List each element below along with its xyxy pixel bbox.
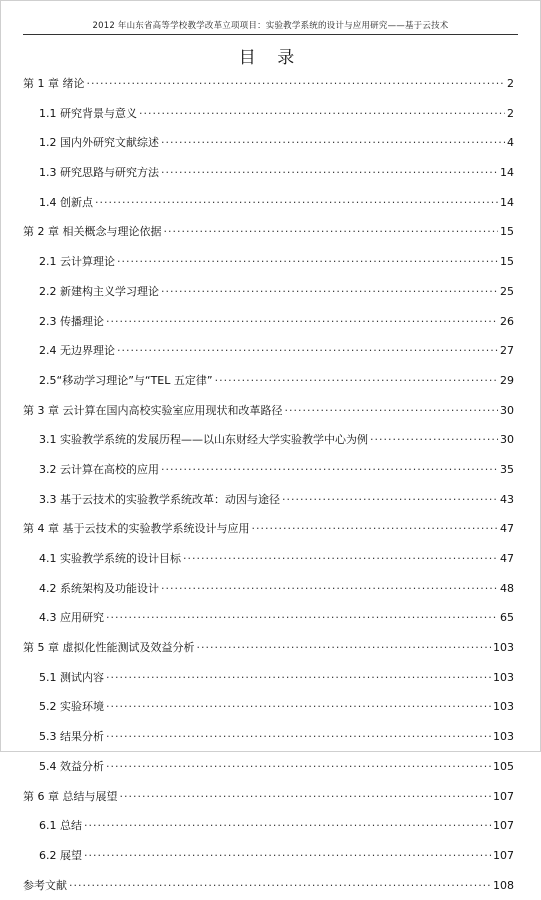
toc-entry[interactable] — [23, 158, 514, 188]
toc-entry-label: 2.3 传播理论 — [39, 314, 104, 328]
toc-leader-dots — [95, 188, 498, 218]
toc-leader-dots — [370, 425, 498, 455]
toc-entry[interactable] — [23, 69, 514, 99]
toc-leader-dots — [161, 277, 498, 307]
toc-entry-label: 2.4 无边界理论 — [39, 344, 115, 358]
toc-leader-dots — [84, 841, 491, 871]
toc-entry-page: 27 — [500, 344, 514, 358]
toc-entry[interactable] — [23, 841, 514, 871]
toc-entry[interactable] — [23, 692, 514, 722]
toc-entry[interactable] — [23, 663, 514, 693]
toc-entry-label: 2.2 新建构主义学习理论 — [39, 284, 159, 298]
toc-entry-page: 107 — [493, 789, 514, 803]
toc-entry-label: 2.5“移动学习理论”与“TEL 五定律” — [39, 373, 213, 387]
toc-entry-page: 48 — [500, 581, 514, 595]
toc-leader-dots — [106, 692, 491, 722]
toc-entry-label: 第 4 章 基于云技术的实验教学系统设计与应用 — [23, 522, 250, 536]
toc-entry-page: 103 — [493, 641, 514, 655]
toc-entry-label: 第 3 章 云计算在国内高校实验室应用现状和改革路径 — [23, 403, 283, 417]
toc-entry[interactable] — [23, 633, 514, 663]
toc-entry-label: 5.2 实验环境 — [39, 700, 104, 714]
toc-entry-label: 第 5 章 虚拟化性能测试及效益分析 — [23, 641, 195, 655]
toc-leader-dots — [84, 811, 491, 841]
toc-leader-dots — [69, 871, 491, 900]
toc-entry-page: 43 — [500, 492, 514, 506]
toc-entry-page: 15 — [500, 255, 514, 269]
toc-leader-dots — [117, 247, 498, 277]
toc-entry[interactable] — [23, 514, 514, 544]
toc-leader-dots — [117, 336, 498, 366]
toc-entry-label: 6.1 总结 — [39, 819, 82, 833]
toc-entry[interactable] — [23, 188, 514, 218]
toc-leader-dots — [197, 633, 492, 663]
toc-entry-page: 107 — [493, 819, 514, 833]
toc-entry[interactable] — [23, 247, 514, 277]
toc-leader-dots — [252, 514, 499, 544]
toc-entry[interactable] — [23, 336, 514, 366]
toc-leader-dots — [164, 217, 499, 247]
toc-entry-label: 3.3 基于云技术的实验教学系统改革：动因与途径 — [39, 492, 280, 506]
toc-entry[interactable] — [23, 396, 514, 426]
toc-leader-dots — [161, 158, 498, 188]
toc-entry[interactable] — [23, 485, 514, 515]
toc-entry-label: 5.1 测试内容 — [39, 670, 104, 684]
toc-entry-label: 3.2 云计算在高校的应用 — [39, 462, 159, 476]
toc-entry-page: 4 — [507, 136, 514, 150]
toc-entry[interactable] — [23, 307, 514, 337]
toc-leader-dots — [161, 128, 505, 158]
toc-entry-page: 25 — [500, 284, 514, 298]
toc-leader-dots — [120, 782, 492, 812]
toc-leader-dots — [161, 455, 498, 485]
toc-entry[interactable] — [23, 544, 514, 574]
toc-entry-label: 4.3 应用研究 — [39, 611, 104, 625]
toc-entry-label: 1.3 研究思路与研究方法 — [39, 166, 159, 180]
toc-entry[interactable] — [23, 811, 514, 841]
toc-leader-dots — [106, 603, 498, 633]
toc-entry-label: 1.4 创新点 — [39, 195, 93, 209]
toc-entry-label: 第 1 章 绪论 — [23, 77, 85, 90]
toc-entry[interactable] — [23, 752, 514, 782]
toc-entry[interactable] — [23, 277, 514, 307]
toc-entry[interactable] — [23, 603, 514, 633]
toc-entry[interactable] — [23, 871, 514, 900]
header-rule — [23, 34, 518, 35]
toc-entry-page: 2 — [507, 77, 514, 90]
toc-entry[interactable] — [23, 574, 514, 604]
toc-entry[interactable] — [23, 722, 514, 752]
toc-entry[interactable] — [23, 217, 514, 247]
running-header: 2012 年山东省高等学校教学改革立项项目：实验教学系统的设计与应用研究——基于云技术 — [92, 21, 449, 31]
toc-entry[interactable] — [23, 782, 514, 812]
toc-entry-label: 5.4 效益分析 — [39, 759, 104, 773]
toc-leader-dots — [106, 752, 491, 782]
toc-entry-label: 5.3 结果分析 — [39, 730, 104, 744]
toc-list — [23, 69, 514, 900]
toc-entry-page: 2 — [507, 106, 514, 120]
toc-entry-label: 参考文献 — [23, 878, 67, 892]
toc-entry-label: 6.2 展望 — [39, 848, 82, 862]
toc-leader-dots — [282, 485, 498, 515]
toc-entry-label: 第 6 章 总结与展望 — [23, 789, 118, 803]
toc-entry-label: 2.1 云计算理论 — [39, 255, 115, 269]
toc-entry-page: 107 — [493, 848, 514, 862]
toc-leader-dots — [161, 574, 498, 604]
toc-entry-page: 47 — [500, 552, 514, 565]
toc-leader-dots — [183, 544, 498, 574]
toc-leader-dots — [87, 69, 506, 99]
toc-entry-label: 第 2 章 相关概念与理论依据 — [23, 225, 162, 239]
toc-leader-dots — [139, 99, 505, 129]
toc-entry-page: 30 — [500, 433, 514, 447]
toc-entry-page: 26 — [500, 314, 514, 328]
toc-entry-page: 47 — [500, 522, 514, 536]
toc-entry-page: 14 — [500, 166, 514, 180]
toc-entry-page: 15 — [500, 225, 514, 239]
toc-entry[interactable] — [23, 99, 514, 129]
toc-entry-page: 30 — [500, 403, 514, 417]
toc-entry-label: 3.1 实验教学系统的发展历程——以山东财经大学实验教学中心为例 — [39, 433, 368, 447]
toc-entry-label: 4.1 实验教学系统的设计目标 — [39, 552, 181, 565]
toc-entry-page: 35 — [500, 462, 514, 476]
toc-entry-page: 103 — [493, 730, 514, 744]
toc-leader-dots — [106, 307, 498, 337]
toc-leader-dots — [285, 396, 499, 426]
toc-entry[interactable] — [23, 425, 514, 455]
toc-entry[interactable] — [23, 455, 514, 485]
toc-entry-page: 105 — [493, 759, 514, 773]
toc-entry-page: 103 — [493, 700, 514, 714]
toc-entry-label: 1.1 研究背景与意义 — [39, 106, 137, 120]
toc-leader-dots — [215, 366, 498, 396]
toc-leader-dots — [106, 722, 491, 752]
toc-title: 目 录 — [238, 48, 303, 68]
toc-entry-page: 108 — [493, 878, 514, 892]
toc-entry-page: 65 — [500, 611, 514, 625]
toc-entry-page: 29 — [500, 373, 514, 387]
toc-entry-page: 14 — [500, 195, 514, 209]
toc-leader-dots — [106, 663, 491, 693]
toc-entry[interactable] — [23, 128, 514, 158]
toc-entry-label: 4.2 系统架构及功能设计 — [39, 581, 159, 595]
toc-entry-page: 103 — [493, 670, 514, 684]
toc-entry[interactable] — [23, 366, 514, 396]
toc-entry-label: 1.2 国内外研究文献综述 — [39, 136, 159, 150]
